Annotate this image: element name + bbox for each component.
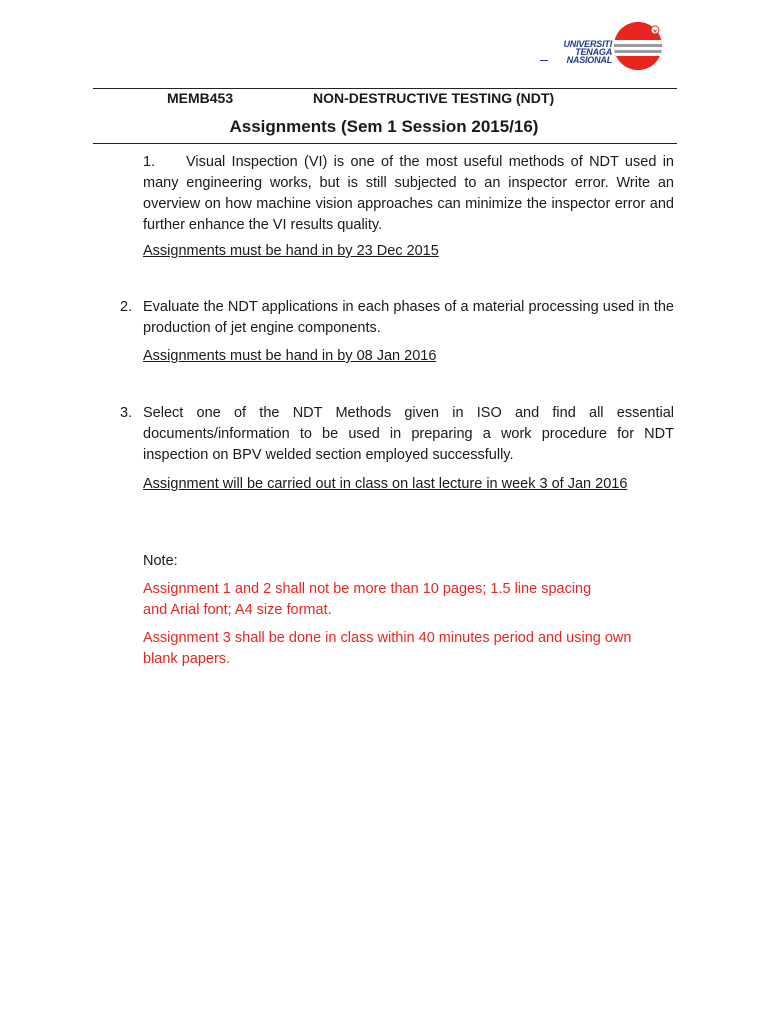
note-label: Note: <box>143 553 178 569</box>
header-bottom-rule <box>93 143 677 144</box>
header-top-rule <box>93 88 677 89</box>
logo-text-tenaga: TENAGA <box>575 47 612 57</box>
assignment-1-due: Assignments must be hand in by 23 Dec 2015 <box>143 243 439 259</box>
page-title: Assignments (Sem 1 Session 2015/16) <box>229 117 539 136</box>
assignment-3-text: Select one of the NDT Methods given in ISO and find all essential documents/information to be used in preparing a work procedure for NDT inspection on BPV welded section employed successfully. <box>143 405 674 463</box>
university-logo <box>540 18 666 74</box>
note-line-1: Assignment 1 and 2 shall not be more than 10 pages; 1.5 line spacing and Arial font; A4 size format. <box>143 581 592 618</box>
assignment-2-due: Assignments must be hand in by 08 Jan 2016 <box>143 348 437 364</box>
assignment-1-number: 1. <box>143 154 156 170</box>
logo-dash <box>540 60 548 61</box>
assignment-2-number: 2. <box>120 299 133 315</box>
assignment-3-number: 3. <box>120 405 133 421</box>
assignment-1-text: Visual Inspection (VI) is one of the most useful methods of NDT used in many engineering works, but is still subjected to an inspector error. Write an overview on how machine vision approaches can minimize the inspector error and further enhance the VI results quality. <box>143 154 674 233</box>
logo-text-nasional: NASIONAL <box>566 55 612 65</box>
course-name: NON-DESTRUCTIVE TESTING (NDT) <box>313 90 555 106</box>
assignment-3-due: Assignment will be carried out in class on last lecture in week 3 of Jan 2016 <box>143 476 628 492</box>
assignment-2-text: Evaluate the NDT applications in each phases of a material processing used in the production of jet engine components. <box>143 299 674 336</box>
logo-text-universiti: UNIVERSITI <box>563 39 612 49</box>
assignment-1 <box>143 152 674 236</box>
course-code: MEMB453 <box>167 90 234 106</box>
note-line-2: Assignment 3 shall be done in class within 40 minutes period and using own blank papers. <box>143 630 632 667</box>
logo-emblem-icon <box>612 20 664 72</box>
